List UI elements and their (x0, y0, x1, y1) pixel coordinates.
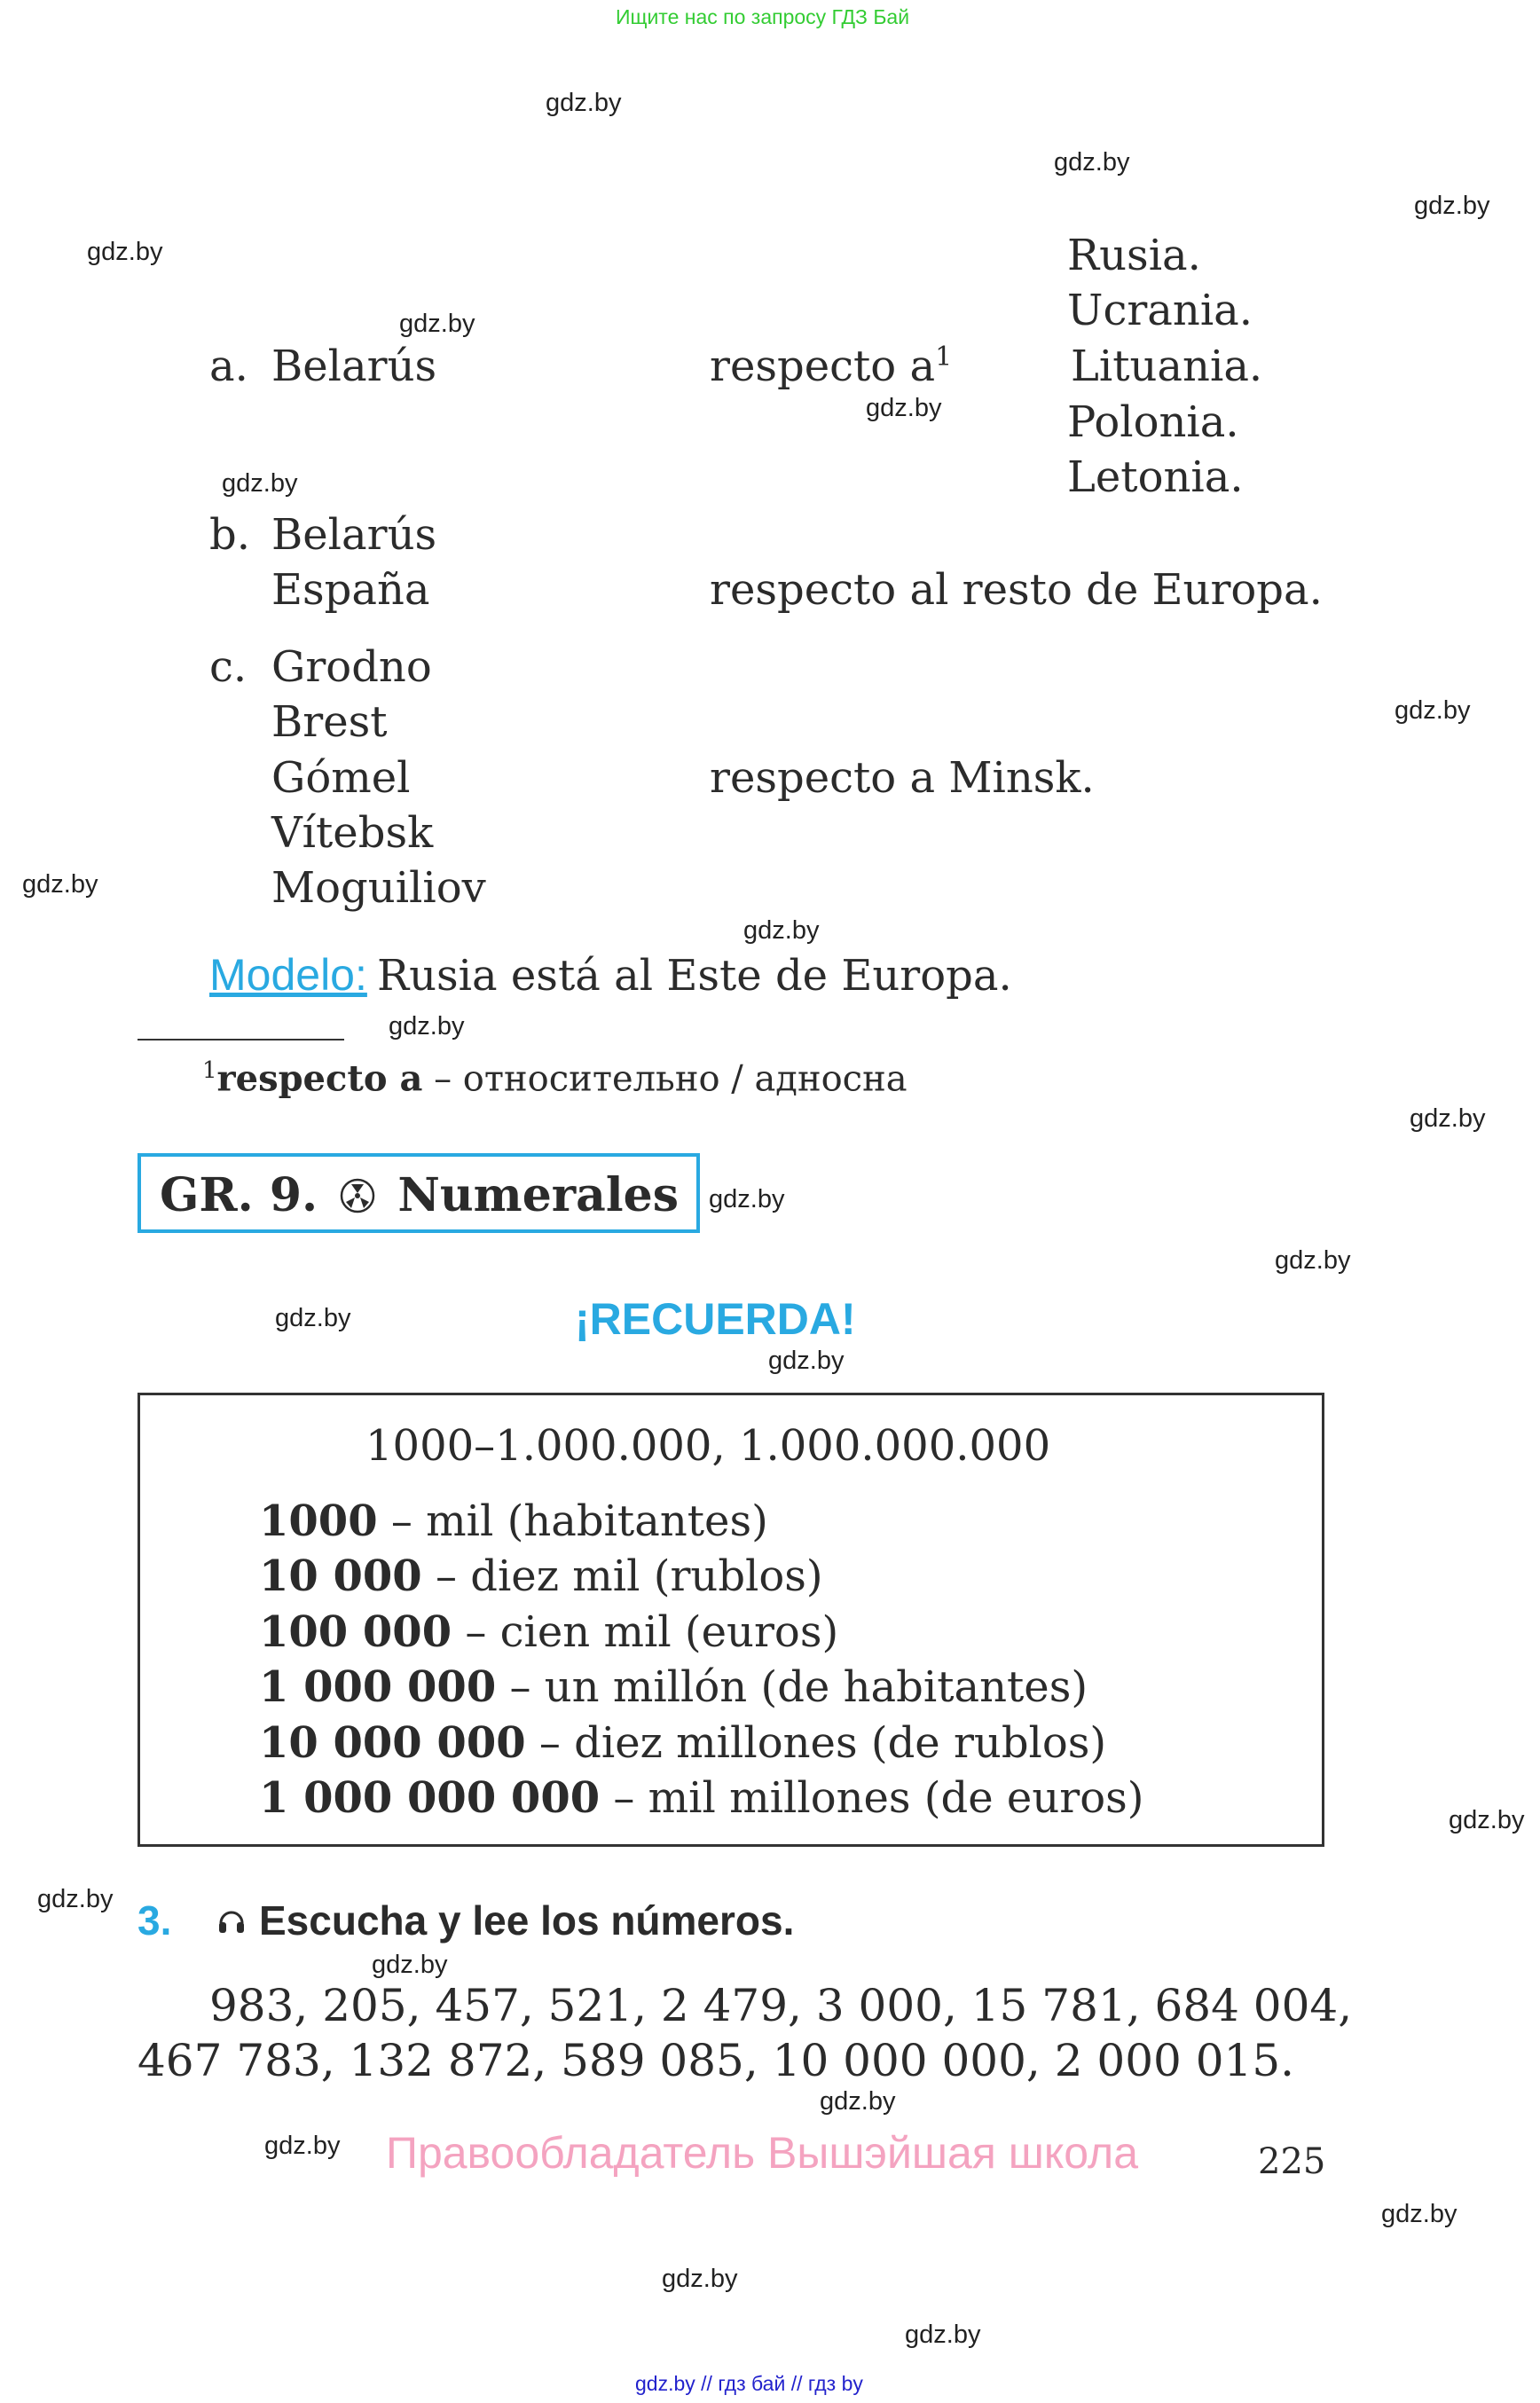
exercise-numbers-line: 467 783, 132 872, 589 085, 10 000 000, 2 000 015. (138, 2035, 1295, 2086)
exercise-number: 3. (138, 1897, 172, 1944)
item-c-subject: Moguiliov (271, 863, 486, 913)
item-b-relation: respecto al resto de Europa. (710, 565, 1323, 615)
watermark: gdz.by (275, 1304, 351, 1332)
recuerda-title: ¡RECUERDA! (575, 1294, 856, 1344)
recuerda-number: 10 000 000 (259, 1718, 526, 1768)
recuerda-text: – cien mil (euros) (465, 1607, 839, 1657)
grammar-heading (160, 1168, 679, 1226)
item-a-target: Lituania. (1071, 342, 1263, 391)
watermark: gdz.by (1449, 1806, 1525, 1834)
footnote (202, 1057, 908, 1099)
footnote-translation: – относительно / адносна (434, 1058, 908, 1100)
exercise-title: Escucha y lee los números. (259, 1897, 795, 1944)
item-a-target: Ucrania. (1067, 286, 1253, 335)
watermark: gdz.by (743, 916, 820, 945)
watermark: gdz.by (546, 89, 622, 117)
watermark: gdz.by (768, 1347, 845, 1375)
item-b-subject: Belarús (271, 510, 437, 560)
copyright-notice: Правообладатель Вышэйшая школа (386, 2128, 1138, 2178)
recuerda-text: – un millón (de habitantes) (509, 1662, 1088, 1712)
item-c-marker: c. (209, 642, 248, 692)
watermark: gdz.by (372, 1951, 448, 1979)
item-a-target: Letonia. (1067, 452, 1244, 502)
footnote-rule (138, 1039, 344, 1041)
watermark: gdz.by (1410, 1104, 1486, 1133)
search-hint: Ищите нас по запросу ГДЗ Бай (616, 5, 910, 28)
recuerda-number: 100 000 (259, 1607, 452, 1657)
watermark: gdz.by (662, 2265, 738, 2293)
watermark: gdz.by (820, 2087, 896, 2116)
item-c-subject: Grodno (271, 642, 432, 692)
watermark: gdz.by (87, 238, 163, 266)
recuerda-item (259, 1773, 1143, 1823)
watermark: gdz.by (222, 469, 298, 498)
watermark: gdz.by (1414, 192, 1490, 220)
footnote-term: respecto a (216, 1057, 423, 1100)
footer-links[interactable]: gdz.by // гдз бай // гдз by (635, 2372, 863, 2395)
headphones-icon (216, 1905, 247, 1939)
item-b-marker: b. (209, 510, 250, 560)
page-number: 225 (1258, 2141, 1326, 2182)
item-a-marker: a. (209, 342, 248, 391)
footnote-mark: 1 (202, 1057, 217, 1084)
watermark: gdz.by (1275, 1246, 1351, 1275)
recuerda-range: 1000–1.000.000, 1.000.000.000 (365, 1421, 1051, 1471)
recuerda-number: 1000 (259, 1496, 378, 1546)
recuerda-item (259, 1718, 1106, 1768)
recuerda-number: 1 000 000 (259, 1662, 497, 1712)
model-label: Modelo: (209, 950, 367, 1000)
footnote-ref: 1 (935, 342, 953, 373)
watermark: gdz.by (709, 1185, 785, 1213)
watermark: gdz.by (264, 2132, 341, 2160)
item-a-target: Rusia. (1067, 231, 1201, 280)
watermark: gdz.by (399, 310, 475, 338)
exercise-numbers-line: 983, 205, 457, 521, 2 479, 3 000, 15 781, 684 004, (209, 1980, 1353, 2031)
item-a-subject: Belarús (271, 342, 437, 391)
watermark: gdz.by (389, 1012, 465, 1041)
watermark: gdz.by (22, 870, 98, 899)
recuerda-text: – mil millones (de euros) (613, 1773, 1144, 1823)
watermark: gdz.by (866, 394, 942, 422)
watermark: gdz.by (1381, 2200, 1458, 2228)
recuerda-text: – mil (habitantes) (390, 1496, 768, 1546)
item-b-subject: España (271, 565, 430, 615)
grammar-title: Numerales (397, 1168, 679, 1222)
watermark: gdz.by (1054, 148, 1130, 177)
item-c-subject: Vítebsk (271, 808, 434, 858)
model-text: Rusia está al Este de Europa. (376, 951, 1012, 1001)
recuerda-text: – diez mil (rublos) (435, 1551, 823, 1601)
watermark: gdz.by (37, 1885, 114, 1913)
item-a-target: Polonia. (1067, 397, 1239, 447)
item-c-subject: Gómel (271, 753, 411, 803)
recuerda-item (259, 1551, 823, 1601)
item-c-subject: Brest (271, 697, 388, 747)
grammar-code: GR. 9. (160, 1168, 318, 1222)
recuerda-item (259, 1607, 838, 1657)
item-a-relation (710, 342, 952, 391)
recuerda-number: 10 000 (259, 1551, 422, 1601)
grammar-icon (339, 1172, 376, 1226)
item-c-relation: respecto a Minsk. (710, 753, 1095, 803)
item-a-relation-text: respecto a (710, 342, 936, 391)
model-line (209, 949, 1012, 1001)
recuerda-item (259, 1496, 768, 1546)
watermark: gdz.by (905, 2321, 981, 2349)
recuerda-text: – diez millones (de rublos) (538, 1718, 1107, 1768)
recuerda-number: 1 000 000 000 (259, 1773, 601, 1823)
watermark: gdz.by (1395, 696, 1471, 725)
recuerda-item (259, 1662, 1088, 1712)
